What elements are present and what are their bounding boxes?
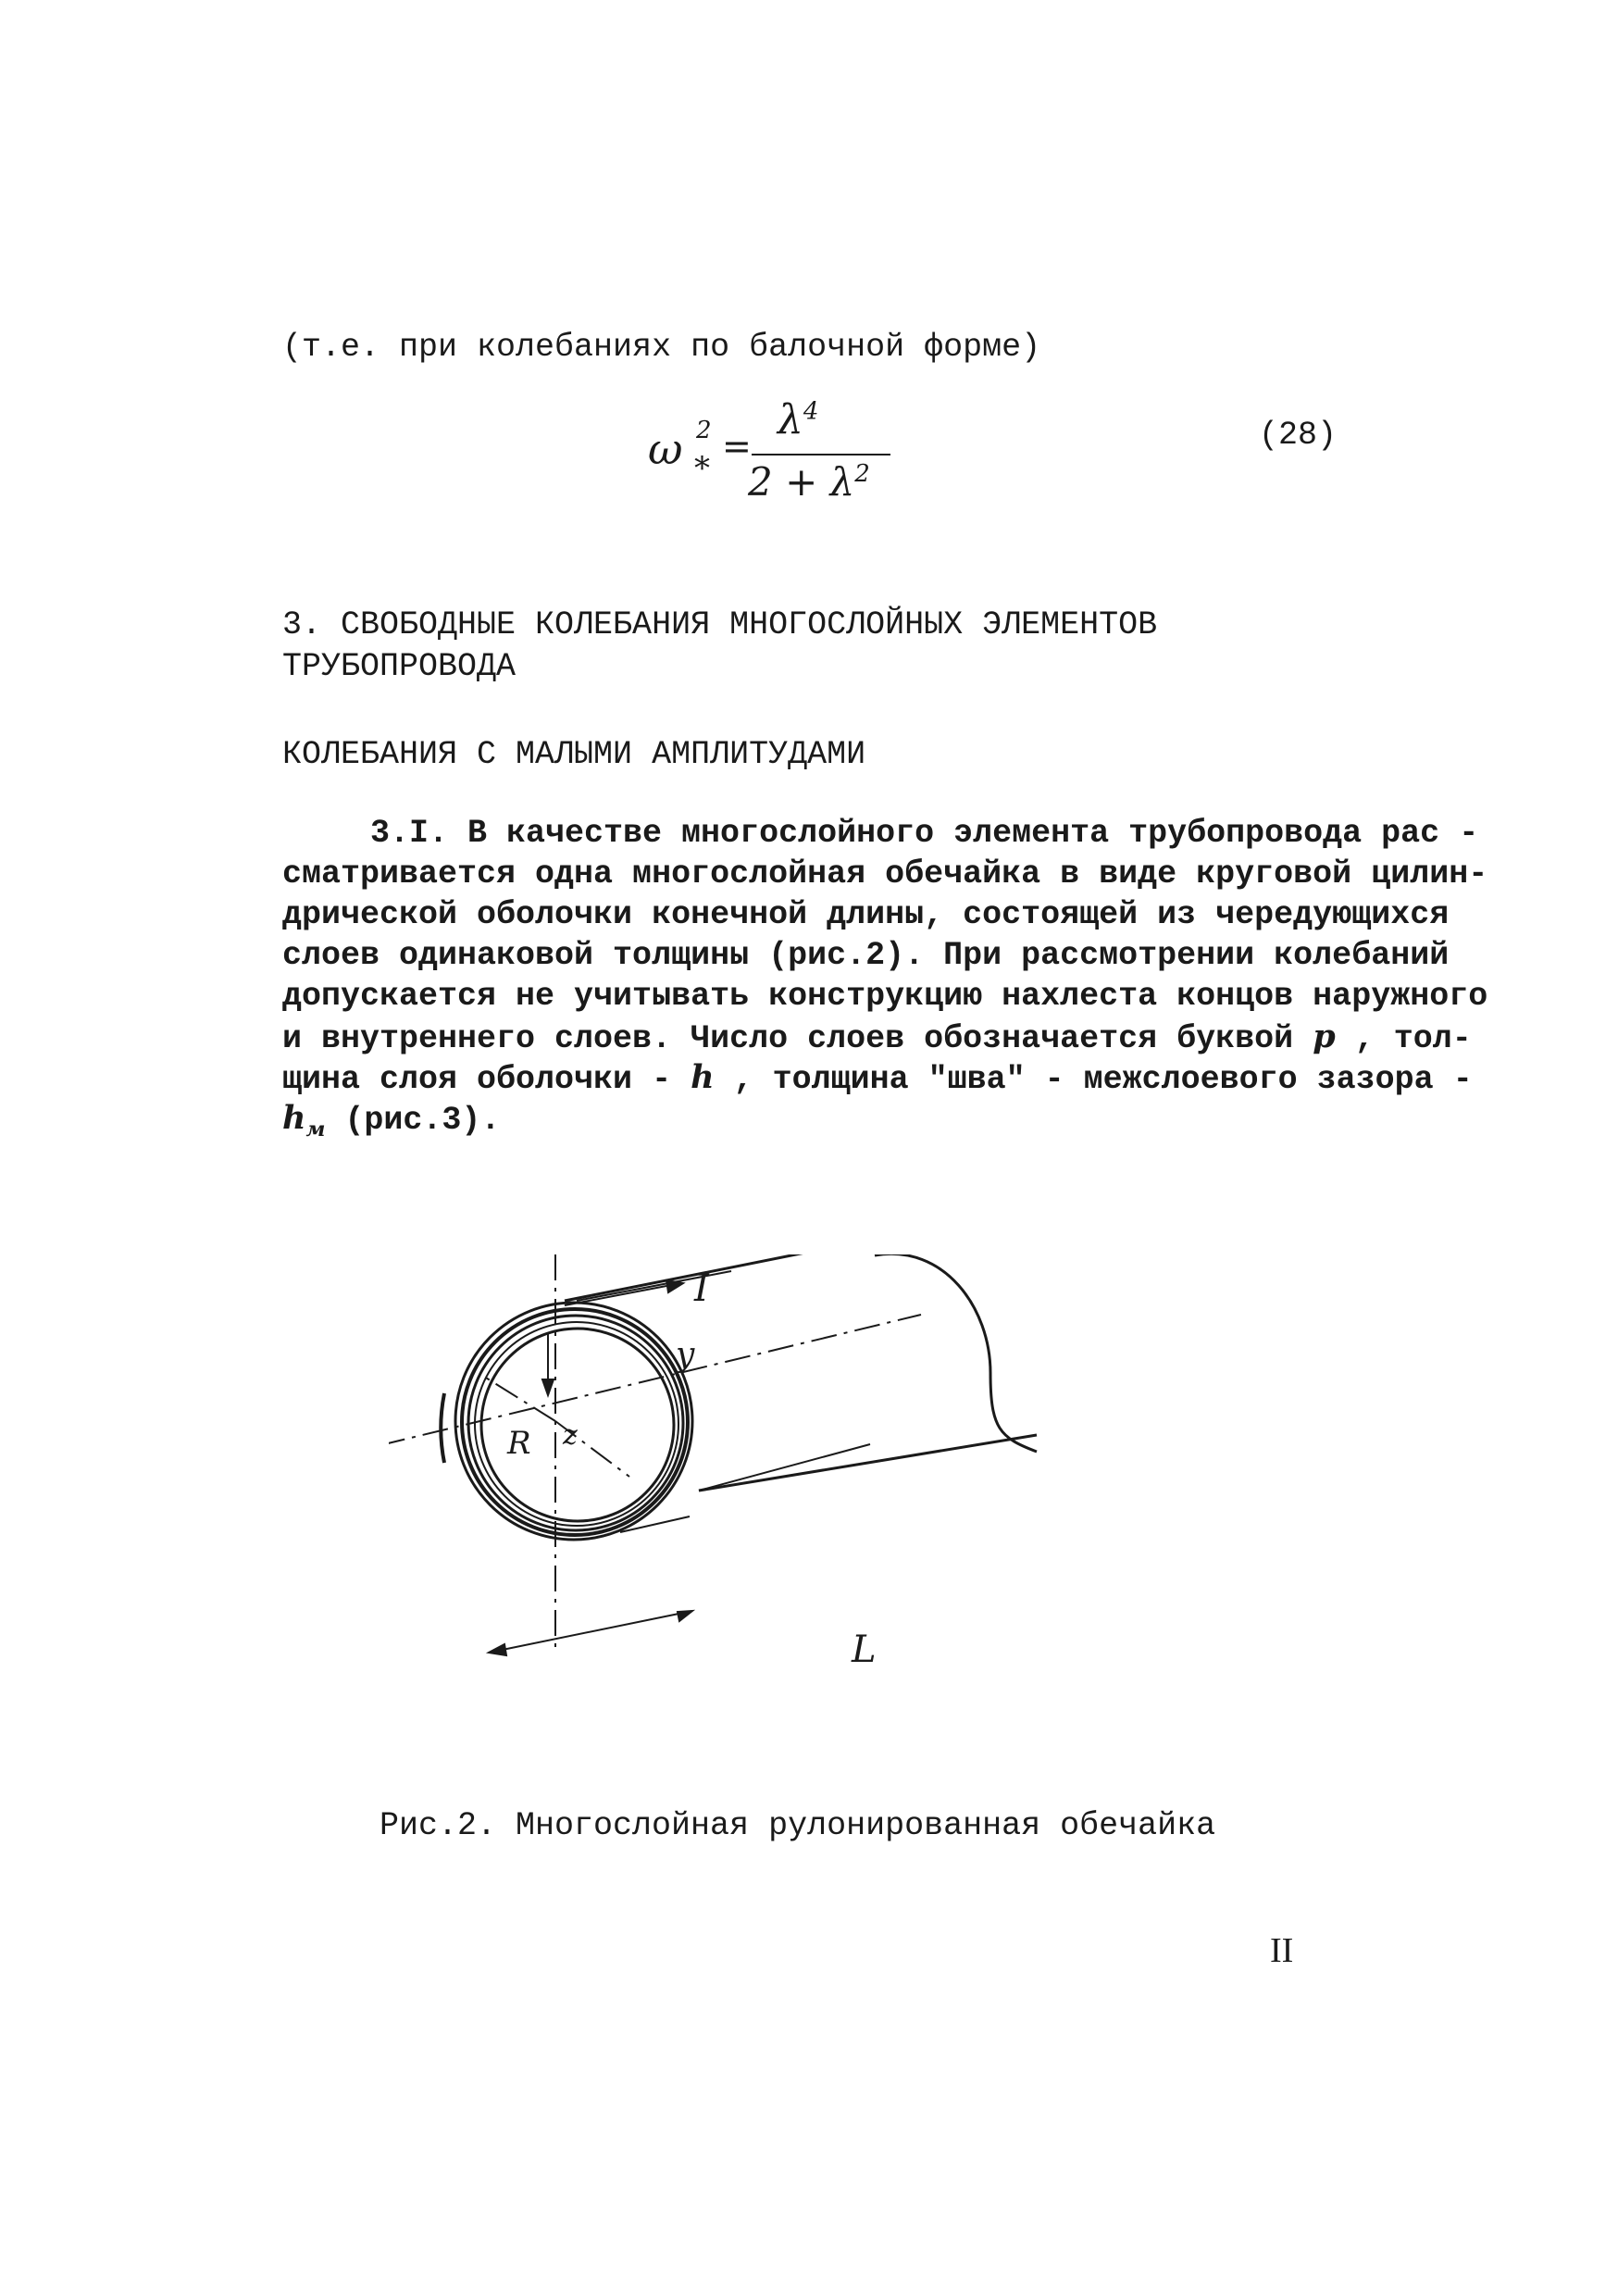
intro-text: (т.е. при колебаниях по балочной форме) xyxy=(282,329,1041,366)
paragraph-line: и внутреннего слоев. Число слоев обозначается буквой p , тол- xyxy=(282,1017,1472,1057)
paragraph-line: щина слоя оболочки - h , толщина "шва" - межслоевого зазора - xyxy=(282,1058,1473,1098)
formula-28 xyxy=(648,396,889,535)
section-heading-cont: ТРУБОПРОВОДА xyxy=(282,648,517,685)
paragraph-line: допускается не учитывать конструкцию нахлеста концов наружного xyxy=(282,978,1488,1015)
paragraph-line: $h_м$ (рис.3). xyxy=(282,1099,501,1142)
cylinder-bottom-edge xyxy=(699,1435,1037,1491)
outer-layer-overlap xyxy=(441,1393,444,1463)
label-L: L xyxy=(852,1628,877,1671)
label-y: y xyxy=(676,1336,695,1374)
cylinder-far-end xyxy=(875,1254,1037,1452)
paragraph-line: дрической оболочки конечной длины, состоящей из чередующихся xyxy=(282,896,1450,933)
label-R: R xyxy=(507,1425,531,1462)
equals-sign: = xyxy=(722,426,752,467)
arrow-z xyxy=(542,1379,554,1395)
page-number: II xyxy=(1270,1931,1294,1970)
formula-denominator: $2 + \lambda^2$ xyxy=(748,459,870,505)
label-z: z xyxy=(563,1419,578,1452)
symbol-hm: h xyxy=(282,1099,306,1137)
symbol-h: h xyxy=(691,1058,715,1096)
arrow-L-end xyxy=(678,1611,692,1621)
shell-figure xyxy=(389,1254,1129,1754)
subsection-heading: КОЛЕБАНИЯ С МАЛЫМИ АМПЛИТУДАМИ xyxy=(282,736,866,773)
omega-subscript: * xyxy=(694,450,710,487)
omega-exponent: 2 xyxy=(696,417,712,444)
paragraph-line: сматривается одна многослойная обечайка в виде круговой цилин- xyxy=(282,855,1488,892)
omega-symbol: ω xyxy=(648,424,683,474)
section-heading: 3. СВОБОДНЫЕ КОЛЕБАНИЯ МНОГОСЛОЙНЫХ ЭЛЕМЕНТОВ xyxy=(282,606,1158,643)
dim-L xyxy=(489,1611,692,1653)
fraction-bar xyxy=(752,454,890,455)
equation-number: (28) xyxy=(1259,417,1338,454)
figure-caption: Рис.2. Многослойная рулонированная обечайка xyxy=(380,1807,1216,1844)
formula-lhs xyxy=(648,417,712,487)
paragraph-line: 3.I. В качестве многослойного элемента трубопровода рас - xyxy=(370,815,1479,852)
paragraph-line: слоев одинаковой толщины (рис.2). При рассмотрении колебаний xyxy=(282,937,1450,974)
symbol-p: p xyxy=(1313,1017,1336,1055)
extension-line-left xyxy=(474,1467,628,1673)
label-I: I xyxy=(694,1267,709,1310)
formula-numerator: $\lambda^4$ xyxy=(778,396,819,443)
arrow-I xyxy=(666,1280,683,1292)
